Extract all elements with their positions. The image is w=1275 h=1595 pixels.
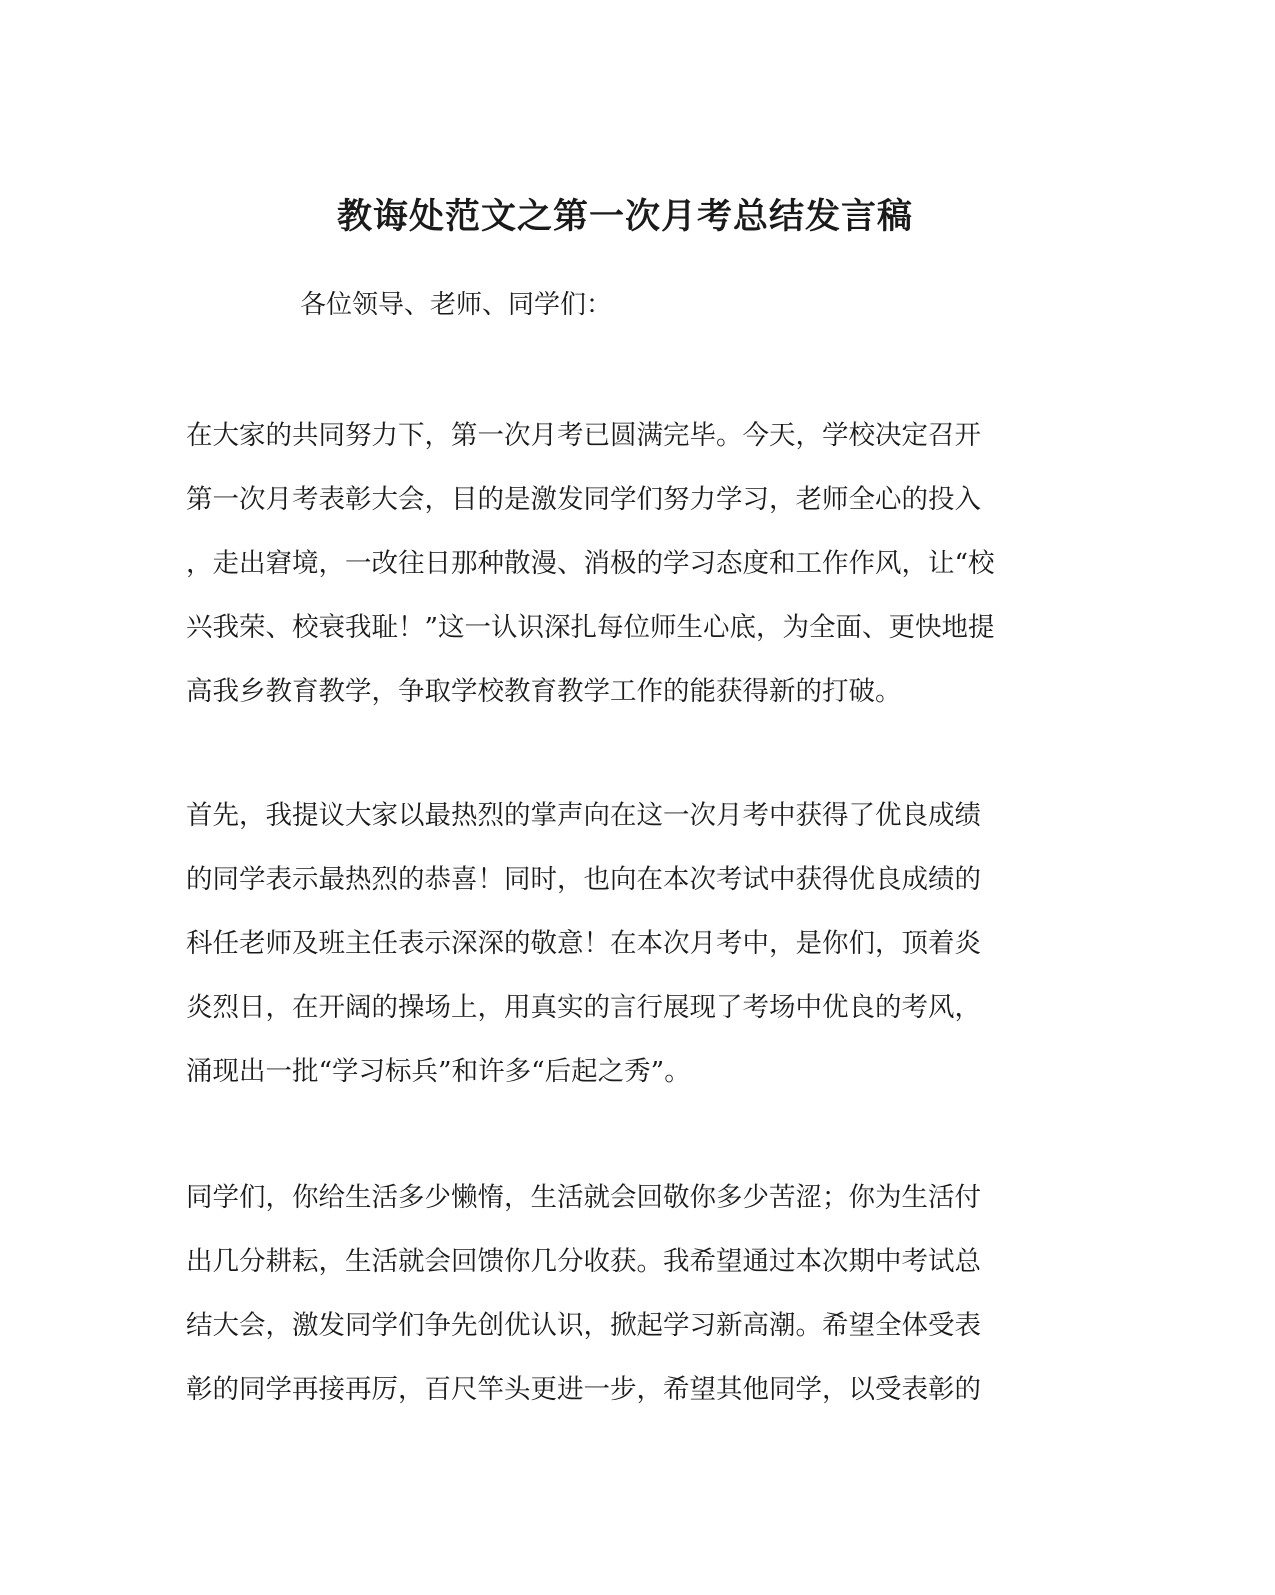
paragraph-line: 在大家的共同努力下，第一次月考已圆满完毕。今天，学校决定召开	[186, 420, 981, 451]
paragraph-line: 兴我荣、校衰我耻！”这一认识深扎每位师生心底，为全面、更快地提	[186, 612, 995, 643]
salutation: 各位领导、老师、同学们：	[300, 290, 613, 320]
paragraph-line: 涌现出一批“学习标兵”和许多“后起之秀”。	[186, 1056, 691, 1087]
paragraph-2	[186, 784, 1066, 1104]
paragraph-line: 出几分耕耘，生活就会回馈你几分收获。我希望通过本次期中考试总	[186, 1246, 981, 1277]
paragraph-line: 的同学表示最热烈的恭喜！同时，也向在本次考试中获得优良成绩的	[186, 864, 981, 895]
paragraph-line: 高我乡教育教学，争取学校教育教学工作的能获得新的打破。	[186, 676, 902, 707]
paragraph-line: 炎烈日，在开阔的操场上，用真实的言行展现了考场中优良的考风，	[186, 992, 981, 1023]
paragraph-line: 同学们，你给生活多少懒惰，生活就会回敬你多少苦涩；你为生活付	[186, 1182, 981, 1213]
paragraph-line: 结大会，激发同学们争先创优认识，掀起学习新高潮。希望全体受表	[186, 1310, 981, 1341]
paragraph-line: 第一次月考表彰大会，目的是激发同学们努力学习，老师全心的投入	[186, 484, 981, 515]
paragraph-1	[186, 404, 1066, 724]
paragraph-line: ，走出窘境，一改往日那种散漫、消极的学习态度和工作作风，让“校	[186, 548, 995, 579]
paragraph-3	[186, 1166, 1066, 1422]
document-title: 教诲处范文之第一次月考总结发言稿	[336, 196, 913, 238]
paragraph-line: 科任老师及班主任表示深深的敬意！在本次月考中，是你们，顶着炎	[186, 928, 981, 959]
paragraph-line: 首先，我提议大家以最热烈的掌声向在这一次月考中获得了优良成绩	[186, 800, 981, 831]
paragraph-line: 彰的同学再接再厉，百尺竿头更进一步，希望其他同学，以受表彰的	[186, 1374, 981, 1405]
